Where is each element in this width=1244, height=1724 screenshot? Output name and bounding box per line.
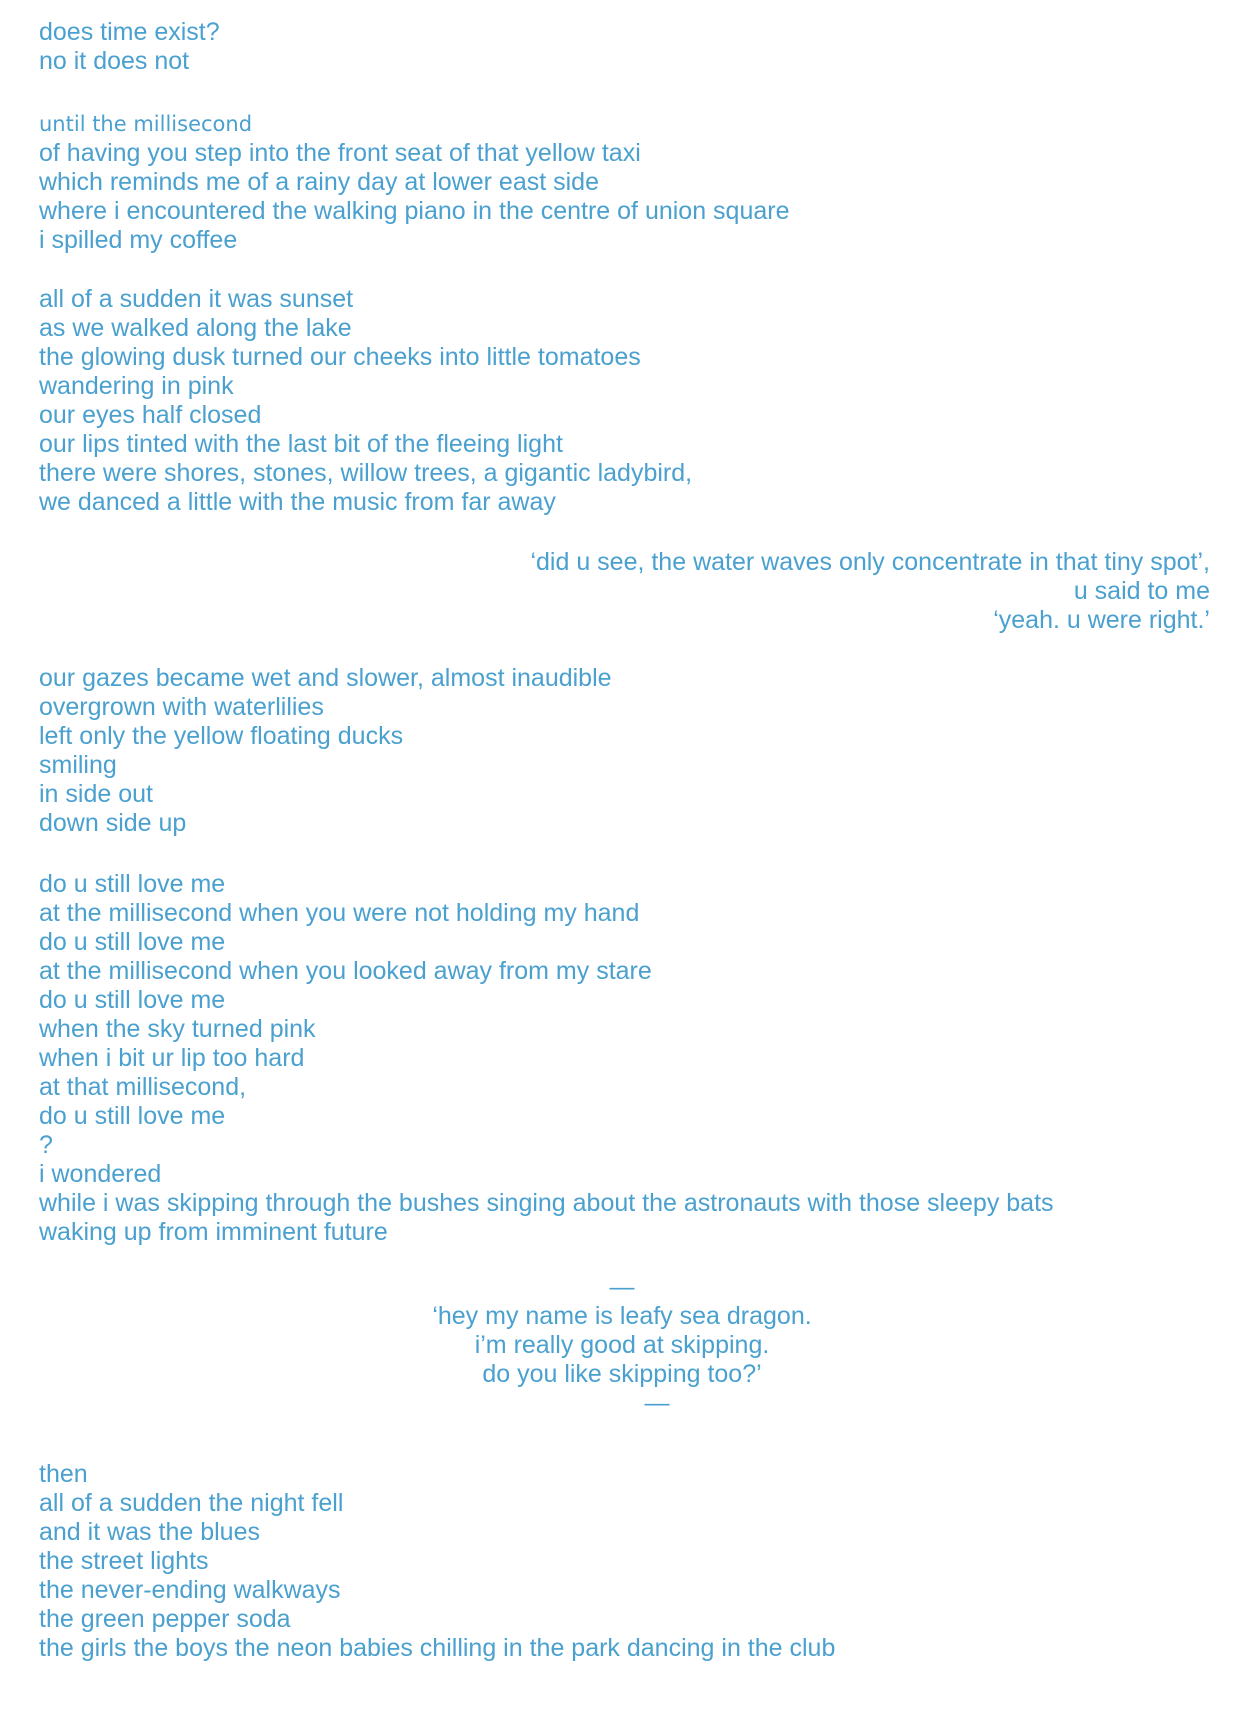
poem-line: all of a sudden it was sunset <box>39 285 354 313</box>
poem-line: ‘yeah. u were right.’ <box>993 606 1210 634</box>
poem-line: while i was skipping through the bushes singing about the astronauts with those sleepy bats <box>39 1189 1054 1217</box>
poem-line: when i bit ur lip too hard <box>39 1044 305 1072</box>
stanza-1 <box>39 18 1209 76</box>
poem-line: smiling <box>39 751 117 779</box>
poem-line: do you like skipping too?’ <box>482 1360 762 1388</box>
poem-line: of having you step into the front seat of that yellow taxi <box>39 139 641 167</box>
poem-line: until the millisecond <box>39 112 253 136</box>
dialogue-quote-2 <box>0 1273 1244 1418</box>
poem-line: our gazes became wet and slower, almost inaudible <box>39 664 612 692</box>
poem-line: the street lights <box>39 1547 209 1575</box>
poem-line: and it was the blues <box>39 1518 260 1546</box>
poem-line: where i encountered the walking piano in the centre of union square <box>39 197 790 225</box>
poem-line: in side out <box>39 780 153 808</box>
poem-line: the glowing dusk turned our cheeks into little tomatoes <box>39 343 641 371</box>
poem-line: left only the yellow floating ducks <box>39 722 404 750</box>
poem-line: i spilled my coffee <box>39 226 238 254</box>
poem-line: the green pepper soda <box>39 1605 291 1633</box>
poem-line: ? <box>39 1131 53 1159</box>
poem-line: at that millisecond, <box>39 1073 247 1101</box>
poem-line: ‘hey my name is leafy sea dragon. <box>432 1302 812 1330</box>
poem-line: we danced a little with the music from far away <box>39 488 556 516</box>
stanza-2 <box>39 110 1209 255</box>
poem-line: when the sky turned pink <box>39 1015 316 1043</box>
stanza-4 <box>39 664 1209 838</box>
poem-line: overgrown with waterlilies <box>39 693 324 721</box>
poem-line: does time exist? <box>39 18 220 46</box>
poem-line: all of a sudden the night fell <box>39 1489 344 1517</box>
em-dash-bottom: — <box>644 1389 670 1417</box>
em-dash-top: — <box>609 1273 635 1301</box>
poem-line: wandering in pink <box>39 372 234 400</box>
poem-line: do u still love me <box>39 870 226 898</box>
poem-line: down side up <box>39 809 187 837</box>
poem-line: i’m really good at skipping. <box>474 1331 770 1359</box>
poem-line: our lips tinted with the last bit of the fleeing light <box>39 430 563 458</box>
stanza-5 <box>39 870 1209 1247</box>
stanza-3 <box>39 285 1209 517</box>
poem-line: the never-ending walkways <box>39 1576 341 1604</box>
poem-line: do u still love me <box>39 928 226 956</box>
poem-line: do u still love me <box>39 1102 226 1130</box>
poem-line: there were shores, stones, willow trees, a gigantic ladybird, <box>39 459 693 487</box>
stanza-6 <box>39 1460 1209 1663</box>
poem-line: then <box>39 1460 88 1488</box>
poem-line: at the millisecond when you were not holding my hand <box>39 899 640 927</box>
poem-line: our eyes half closed <box>39 401 262 429</box>
poem-line: as we walked along the lake <box>39 314 352 342</box>
poem-line: at the millisecond when you looked away from my stare <box>39 957 652 985</box>
poem-line: no it does not <box>39 47 190 75</box>
dialogue-quote-1 <box>310 548 1210 635</box>
poem-line: the girls the boys the neon babies chilling in the park dancing in the club <box>39 1634 836 1662</box>
poem-line: do u still love me <box>39 986 226 1014</box>
poem-line: which reminds me of a rainy day at lower east side <box>39 168 599 196</box>
poem-line: u said to me <box>1073 577 1210 605</box>
poem-line: i wondered <box>39 1160 162 1188</box>
poem-line: waking up from imminent future <box>39 1218 388 1246</box>
poem-line: ‘did u see, the water waves only concentrate in that tiny spot’, <box>530 548 1210 576</box>
